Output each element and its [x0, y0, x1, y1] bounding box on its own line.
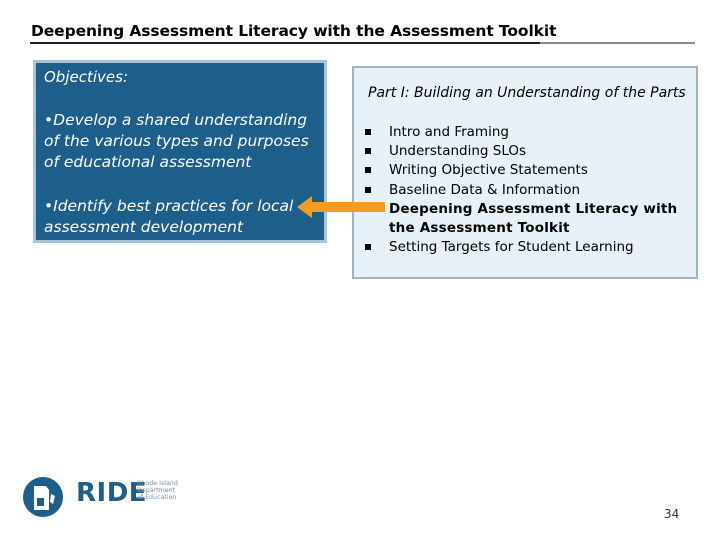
square-bullet-icon — [365, 167, 371, 173]
logo-subtitle — [137, 480, 187, 501]
objectives-heading: Objectives: — [44, 68, 128, 86]
part-list-item — [364, 161, 689, 180]
objective-item: •Identify best practices for local assessment development — [44, 197, 294, 236]
slide-title: Deepening Assessment Literacy with the Assessment Toolkit — [31, 22, 557, 40]
part-list-item — [364, 181, 689, 200]
part-list-item-label: Writing Objective Statements — [389, 162, 588, 179]
logo-subtitle-line: Department — [137, 487, 176, 494]
title-underline-dark — [30, 42, 540, 44]
logo-subtitle-line: Rhode Island — [137, 480, 178, 487]
part-list-item — [364, 123, 689, 142]
part-list-item — [364, 238, 689, 257]
part-list-item-label: Setting Targets for Student Learning — [389, 239, 634, 256]
part-one-box — [352, 66, 698, 279]
objectives-box — [33, 60, 327, 243]
part-one-title: Part I: Building an Understanding of the Parts — [368, 85, 686, 101]
part-list-item-label: Deepening Assessment Literacy with the Assessment Toolkit — [389, 200, 678, 237]
ride-logo-icon — [22, 476, 70, 518]
page-number: 34 — [664, 507, 680, 521]
square-bullet-icon — [365, 129, 371, 135]
square-bullet-icon — [365, 148, 371, 154]
logo-wordmark: RIDE — [76, 478, 148, 508]
part-one-list — [364, 123, 689, 257]
logo-subtitle-line: of Education — [137, 494, 177, 501]
objective-item: •Develop a shared understanding of the various types and purposes of educational assessment — [44, 111, 309, 171]
part-list-item-current — [364, 200, 689, 238]
square-bullet-icon — [365, 244, 371, 250]
part-list-item — [364, 142, 689, 161]
part-list-item-label: Understanding SLOs — [389, 143, 527, 160]
part-list-item-label: Baseline Data & Information — [389, 181, 581, 198]
part-list-item-label: Intro and Framing — [389, 124, 509, 140]
arrow-left-icon — [297, 192, 387, 222]
